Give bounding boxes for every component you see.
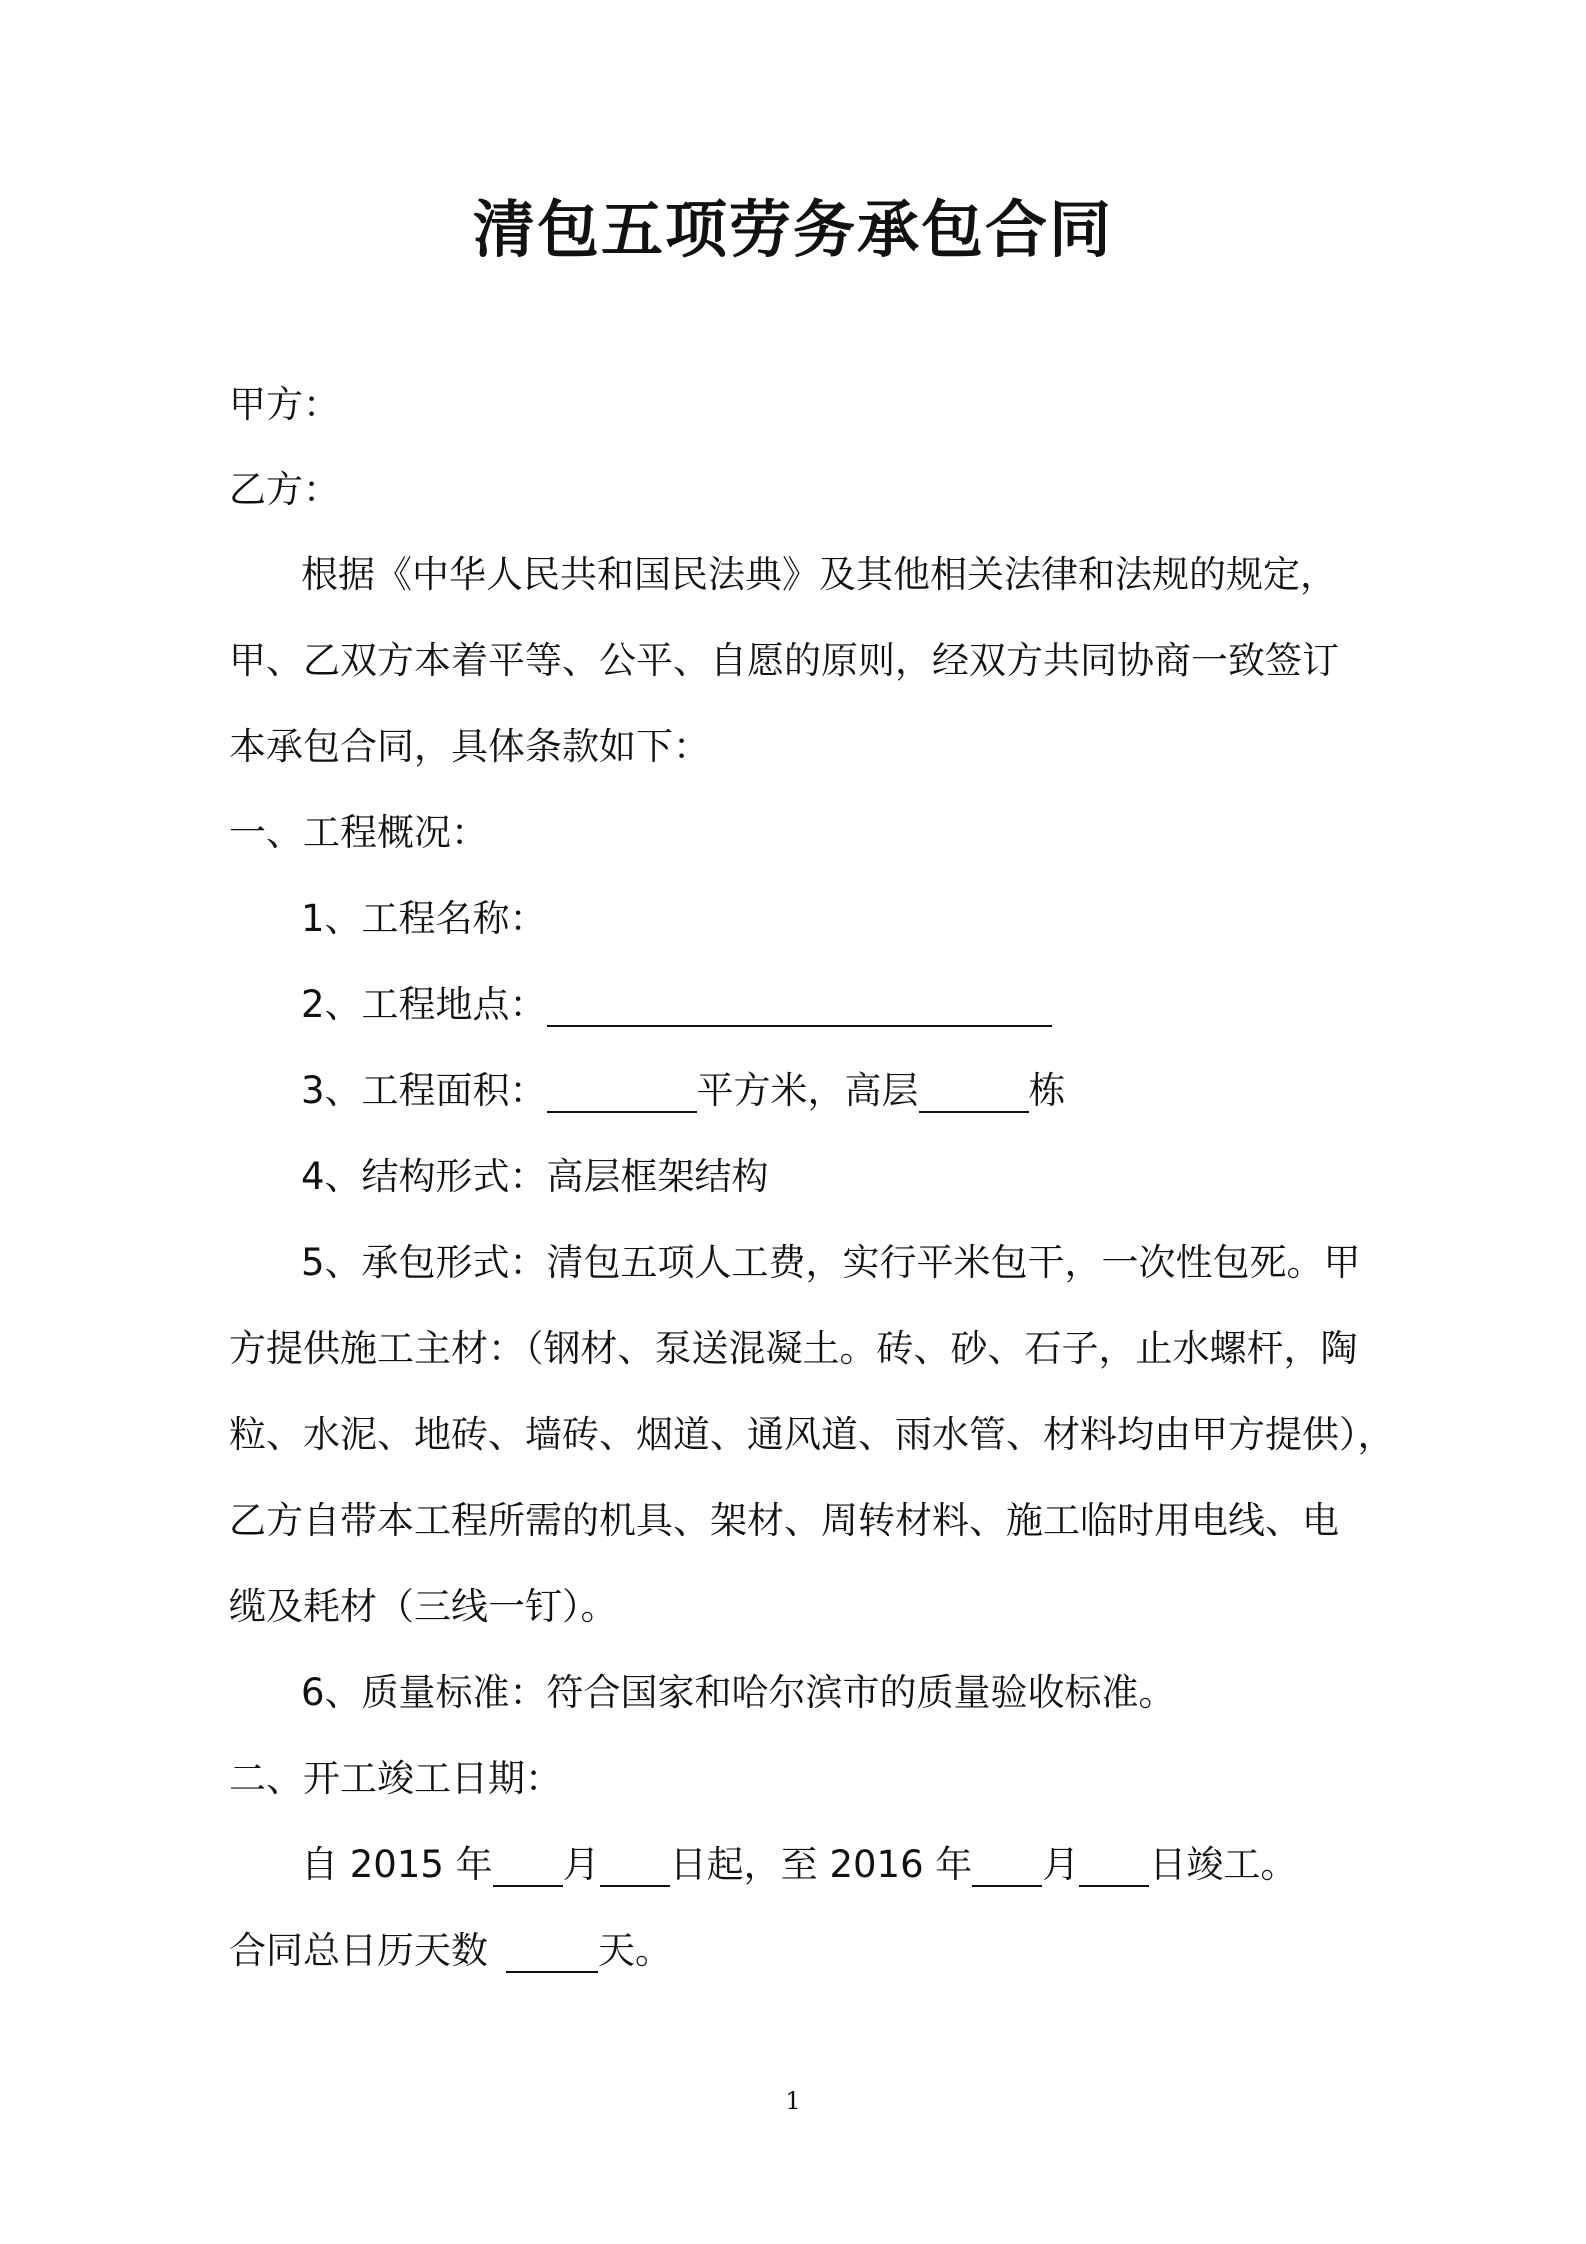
quality-standard-line: 6、质量标准：符合国家和哈尔滨市的质量验收标准。: [301, 1671, 1176, 1714]
end-month-blank: [972, 1845, 1042, 1887]
section-1-heading: 一、工程概况：: [229, 811, 488, 854]
project-name-line: 1、工程名称：: [301, 897, 547, 940]
contract-form-line-4: 乙方自带本工程所需的机具、架材、周转材料、施工临时用电线、电: [229, 1499, 1339, 1542]
party-a-line: 甲方：: [229, 383, 340, 426]
end-day-blank: [1079, 1845, 1149, 1887]
end-month-text: 月: [1042, 1843, 1080, 1886]
start-month-text: 月: [562, 1843, 600, 1886]
preamble-line-1: 根据《中华人民共和国民法典》及其他相关法律和法规的规定，: [301, 553, 1337, 596]
building-unit: 栋: [1028, 1069, 1066, 1112]
start-year-text: 自 2015 年: [301, 1843, 493, 1886]
schedule-line: [301, 1840, 1297, 1890]
project-location-blank: [547, 985, 1052, 1027]
total-days-unit: 天。: [598, 1929, 672, 1972]
preamble-line-2: 甲、乙双方本着平等、公平、自愿的原则，经双方共同协商一致签订: [229, 639, 1339, 682]
project-location-line: [301, 980, 1052, 1030]
page-number: 1: [785, 2087, 801, 2115]
area-blank: [547, 1071, 697, 1113]
contract-form-line-3: 粒、水泥、地砖、墙砖、烟道、通风道、雨水管、材料均由甲方提供），: [229, 1413, 1395, 1456]
project-location-label: 2、工程地点：: [301, 983, 547, 1026]
project-area-line: [301, 1066, 1066, 1116]
structure-type-line: 4、结构形式：高层框架结构: [301, 1155, 769, 1198]
section-2-heading: 二、开工竣工日期：: [229, 1757, 562, 1800]
start-day-blank: [600, 1845, 670, 1887]
contract-form-line-5: 缆及耗材（三线一钉）。: [229, 1585, 618, 1628]
start-month-blank: [493, 1845, 563, 1887]
project-area-label: 3、工程面积：: [301, 1069, 547, 1112]
contract-form-line-2: 方提供施工主材：（钢材、泵送混凝土。砖、砂、石子，止水螺杆，陶: [229, 1327, 1358, 1370]
contract-form-line-1: 5、承包形式：清包五项人工费，实行平米包干，一次性包死。甲: [301, 1241, 1361, 1284]
total-days-blank: [506, 1931, 598, 1973]
total-days-label: 合同总日历天数: [229, 1929, 488, 1972]
area-unit: 平方米，高层: [696, 1069, 919, 1112]
total-days-line: [229, 1926, 672, 1976]
document-title: 清包五项劳务承包合同: [472, 193, 1113, 266]
start-day-text: 日起，至 2016 年: [669, 1843, 973, 1886]
end-day-text: 日竣工。: [1149, 1843, 1298, 1886]
party-b-line: 乙方：: [229, 468, 340, 511]
preamble-line-3: 本承包合同，具体条款如下：: [229, 725, 710, 768]
building-count-blank: [919, 1071, 1029, 1113]
